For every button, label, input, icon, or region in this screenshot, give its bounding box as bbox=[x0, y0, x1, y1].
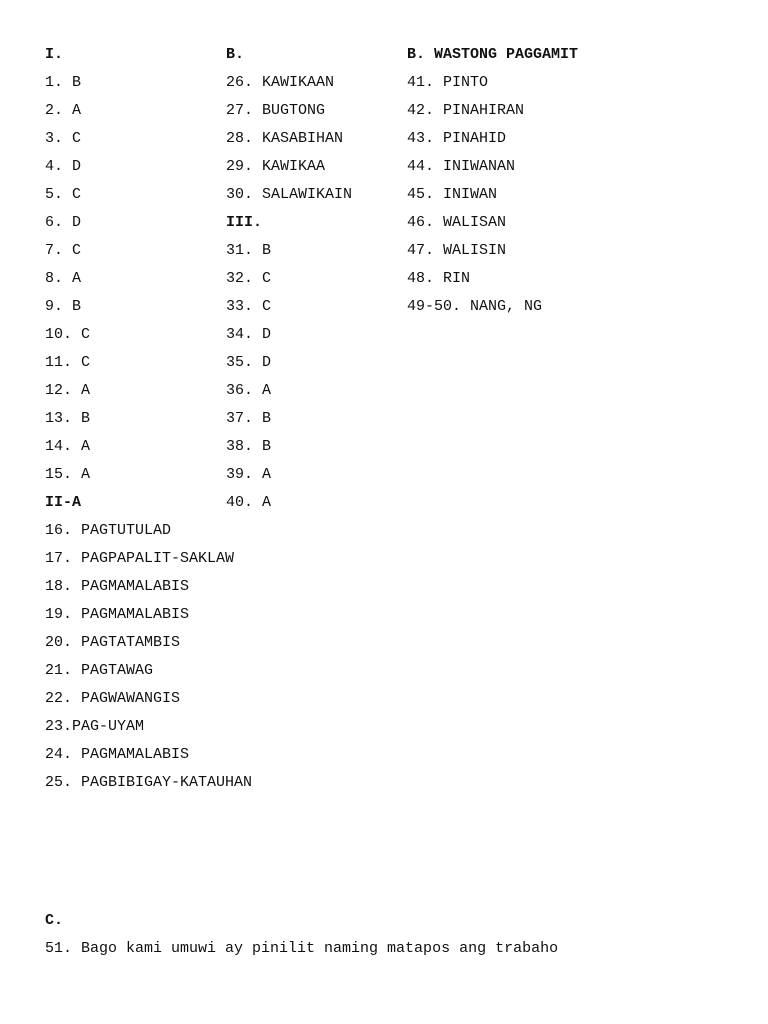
answer-item: 30. SALAWIKAIN bbox=[226, 186, 353, 203]
section-c bbox=[45, 907, 558, 963]
answer-item: 5. C bbox=[45, 186, 82, 203]
answer-item: 34. D bbox=[226, 326, 272, 343]
answer-item: 44. INIWANAN bbox=[407, 158, 516, 175]
section-heading-iii: III. bbox=[226, 214, 263, 231]
answer-item: 13. B bbox=[45, 410, 91, 427]
answer-item: 32. C bbox=[226, 270, 272, 287]
answer-item: 14. A bbox=[45, 438, 91, 455]
answer-item: 6. D bbox=[45, 214, 82, 231]
answer-item: 10. C bbox=[45, 326, 91, 343]
answer-item: 22. PAGWAWANGIS bbox=[45, 690, 181, 707]
answer-item: 20. PAGTATAMBIS bbox=[45, 634, 181, 651]
answer-item: 2. A bbox=[45, 102, 82, 119]
answer-sentence: 51. Bago kami umuwi ay pinilit naming matapos ang trabaho bbox=[45, 940, 559, 957]
answer-item: 25. PAGBIBIGAY-KATAUHAN bbox=[45, 774, 253, 791]
answer-item: 45. INIWAN bbox=[407, 186, 498, 203]
answer-column-3 bbox=[407, 41, 578, 321]
answer-item: 26. KAWIKAAN bbox=[226, 74, 335, 91]
answer-item: 38. B bbox=[226, 438, 272, 455]
answer-item: 8. A bbox=[45, 270, 82, 287]
answer-item: 3. C bbox=[45, 130, 82, 147]
section-heading-c: C. bbox=[45, 912, 64, 929]
answer-item: 24. PAGMAMALABIS bbox=[45, 746, 190, 763]
answer-item: 9. B bbox=[45, 298, 82, 315]
answer-item: 12. A bbox=[45, 382, 91, 399]
answer-item: 1. B bbox=[45, 74, 82, 91]
answer-item: 16. PAGTUTULAD bbox=[45, 522, 172, 539]
section-heading-i: I. bbox=[45, 46, 64, 63]
answer-item: 11. C bbox=[45, 354, 91, 371]
answer-item: 46. WALISAN bbox=[407, 214, 507, 231]
answer-item: 21. PAGTAWAG bbox=[45, 662, 154, 679]
section-heading-wastong-paggamit: B. WASTONG PAGGAMIT bbox=[407, 46, 579, 63]
answer-item: 49-50. NANG, NG bbox=[407, 298, 543, 315]
answer-item: 19. PAGMAMALABIS bbox=[45, 606, 190, 623]
answer-item: 18. PAGMAMALABIS bbox=[45, 578, 190, 595]
answer-item: 28. KASABIHAN bbox=[226, 130, 344, 147]
answer-item: 23.PAG-UYAM bbox=[45, 718, 145, 735]
answer-item: 17. PAGPAPALIT-SAKLAW bbox=[45, 550, 235, 567]
answer-item: 36. A bbox=[226, 382, 272, 399]
answer-item: 37. B bbox=[226, 410, 272, 427]
answer-column-1 bbox=[45, 41, 252, 797]
answer-item: 15. A bbox=[45, 466, 91, 483]
answer-item: 39. A bbox=[226, 466, 272, 483]
answer-item: 41. PINTO bbox=[407, 74, 489, 91]
answer-item: 43. PINAHID bbox=[407, 130, 507, 147]
answer-item: 33. C bbox=[226, 298, 272, 315]
answer-item: 47. WALISIN bbox=[407, 242, 507, 259]
answer-item: 31. B bbox=[226, 242, 272, 259]
answer-item: 29. KAWIKAA bbox=[226, 158, 326, 175]
answer-item: 40. A bbox=[226, 494, 272, 511]
answer-item: 42. PINAHIRAN bbox=[407, 102, 525, 119]
answer-item: 7. C bbox=[45, 242, 82, 259]
answer-item: 4. D bbox=[45, 158, 82, 175]
section-heading-b: B. bbox=[226, 46, 245, 63]
answer-item: 35. D bbox=[226, 354, 272, 371]
answer-column-2 bbox=[226, 41, 352, 517]
section-heading-ii-a: II-A bbox=[45, 494, 82, 511]
answer-item: 48. RIN bbox=[407, 270, 471, 287]
answer-item: 27. BUGTONG bbox=[226, 102, 326, 119]
